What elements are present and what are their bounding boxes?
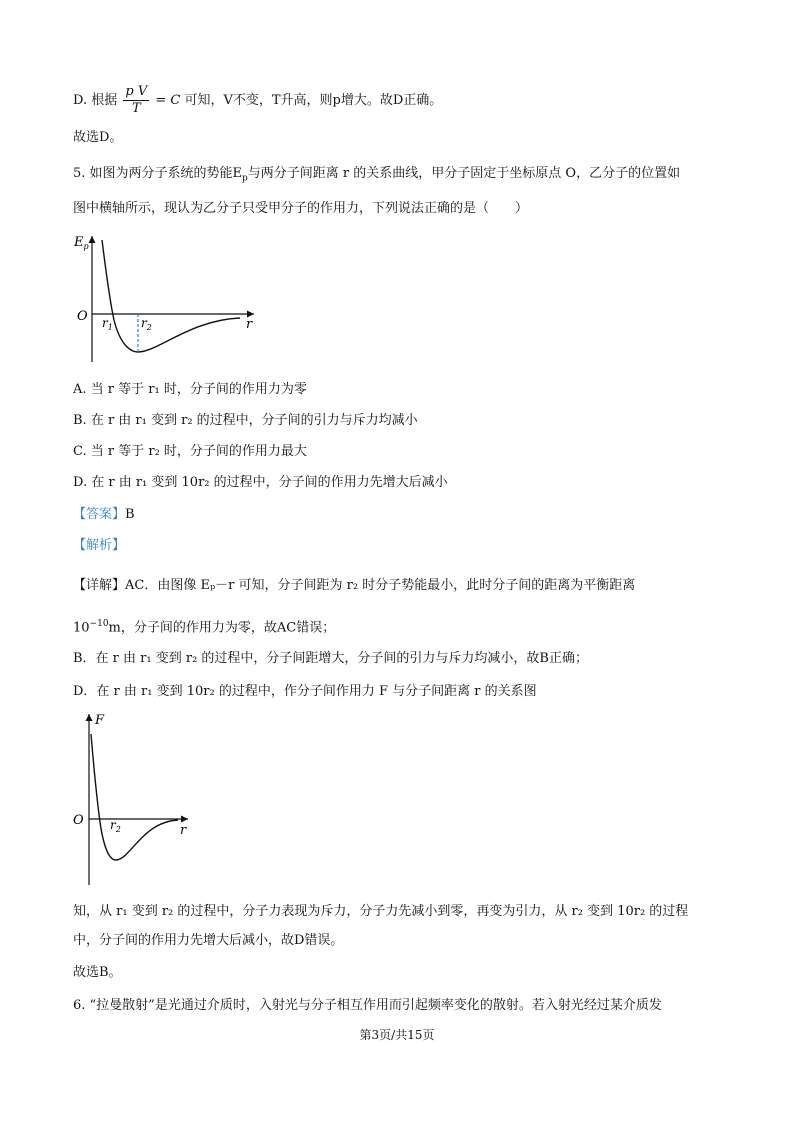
prev-option-d-suffix: 可知，V不变，T升高，则p增大。故D正确。 — [184, 93, 443, 108]
formula-numerator: p V — [125, 84, 148, 99]
choose-d-text: 故选D。 — [73, 130, 123, 145]
detail-line2 — [73, 615, 335, 637]
choose-b-text: 故选B。 — [73, 965, 122, 980]
ep-y-label: $E_p$ — [74, 235, 89, 251]
ep-r2-label: $r_2$ — [141, 316, 152, 332]
ep-r1-label: $r_1$ — [102, 316, 113, 332]
answer-line — [73, 506, 135, 524]
formula-fraction — [123, 84, 149, 117]
q6-line1: 6. “拉曼散射”是光通过介质时，入射光与分子相互作用而引起频率变化的散射。若入射光经过某介质发 — [73, 998, 662, 1013]
conclusion-line2: 中，分子间的作用力先增大后减小，故D错误。 — [73, 933, 344, 948]
prev-option-d — [73, 84, 442, 117]
option-a: A. 当 r 等于 r₁ 时，分子间的作用力为零 — [73, 382, 307, 397]
q5-line1 — [73, 165, 680, 188]
analysis-line — [73, 537, 125, 555]
ep-curve — [102, 240, 240, 352]
ep-r-figure — [70, 232, 270, 367]
f-y-label: F — [95, 713, 105, 728]
q5-line1-b: 与两分子间距离 r 的关系曲线，甲分子固定于坐标原点 O，乙分子的位置如 — [247, 166, 681, 181]
detail-line2-unit: m — [108, 620, 121, 636]
f-x-label: r — [180, 823, 187, 838]
answer-tag: 【答案】 — [73, 507, 126, 522]
analysis-tag: 【解析】 — [73, 538, 126, 553]
q5-line2: 图中横轴所示，现认为乙分子只受甲分子的作用力，下列说法正确的是（ ） — [73, 201, 529, 216]
detail-line1 — [73, 577, 635, 595]
f-curve — [91, 734, 178, 860]
detail-line2-exp: −10 — [89, 619, 109, 629]
ep-origin-label: O — [77, 309, 88, 324]
formula-rhs: = C — [155, 93, 181, 108]
detail-d: D．在 r 由 r₁ 变到 10r₂ 的过程中，作分子间作用力 F 与分子间距离 r 的关系图 — [73, 684, 537, 699]
f-r-figure — [70, 710, 210, 890]
f-origin-label: O — [73, 813, 84, 828]
option-b: B. 在 r 由 r₁ 变到 r₂ 的过程中，分子间的引力与斥力均减小 — [73, 413, 418, 428]
option-d: D. 在 r 由 r₁ 变到 10r₂ 的过程中，分子间的作用力先增大后减小 — [73, 475, 448, 490]
prev-option-d-prefix: D. 根据 — [73, 93, 118, 108]
q5-line1-sub: p — [242, 173, 248, 184]
option-c: C. 当 r 等于 r₂ 时，分子间的作用力最大 — [73, 444, 307, 459]
q5-line1-a: 5. 如图为两分子系统的势能E — [73, 166, 243, 181]
detail-tag: 【详解】 — [73, 578, 126, 593]
page-footer: 第3页/共15页 — [359, 1028, 435, 1042]
answer-value: B — [125, 507, 135, 522]
f-r2-label: $r_2$ — [110, 818, 121, 834]
detail-b: B．在 r 由 r₁ 变到 r₂ 的过程中，分子间距增大，分子间的引力与斥力均减小，故B正确； — [73, 651, 588, 666]
detail-line2-rest: ，分子间的作用力为零，故AC错误； — [120, 620, 336, 636]
formula-denominator: T — [131, 101, 141, 116]
conclusion-line1: 知，从 r₁ 变到 r₂ 的过程中，分子力表现为斥力，分子力先减小到零，再变为引力，从 r₂ 变到 10r₂ 的过程 — [73, 904, 689, 919]
detail-line2-base: 10 — [73, 620, 90, 636]
detail-line1-text: AC．由图像 Eₚ－r 可知，分子间距为 r₂ 时分子势能最小，此时分子间的距离为平衡距离 — [125, 578, 636, 593]
ep-x-label: r — [246, 317, 253, 332]
